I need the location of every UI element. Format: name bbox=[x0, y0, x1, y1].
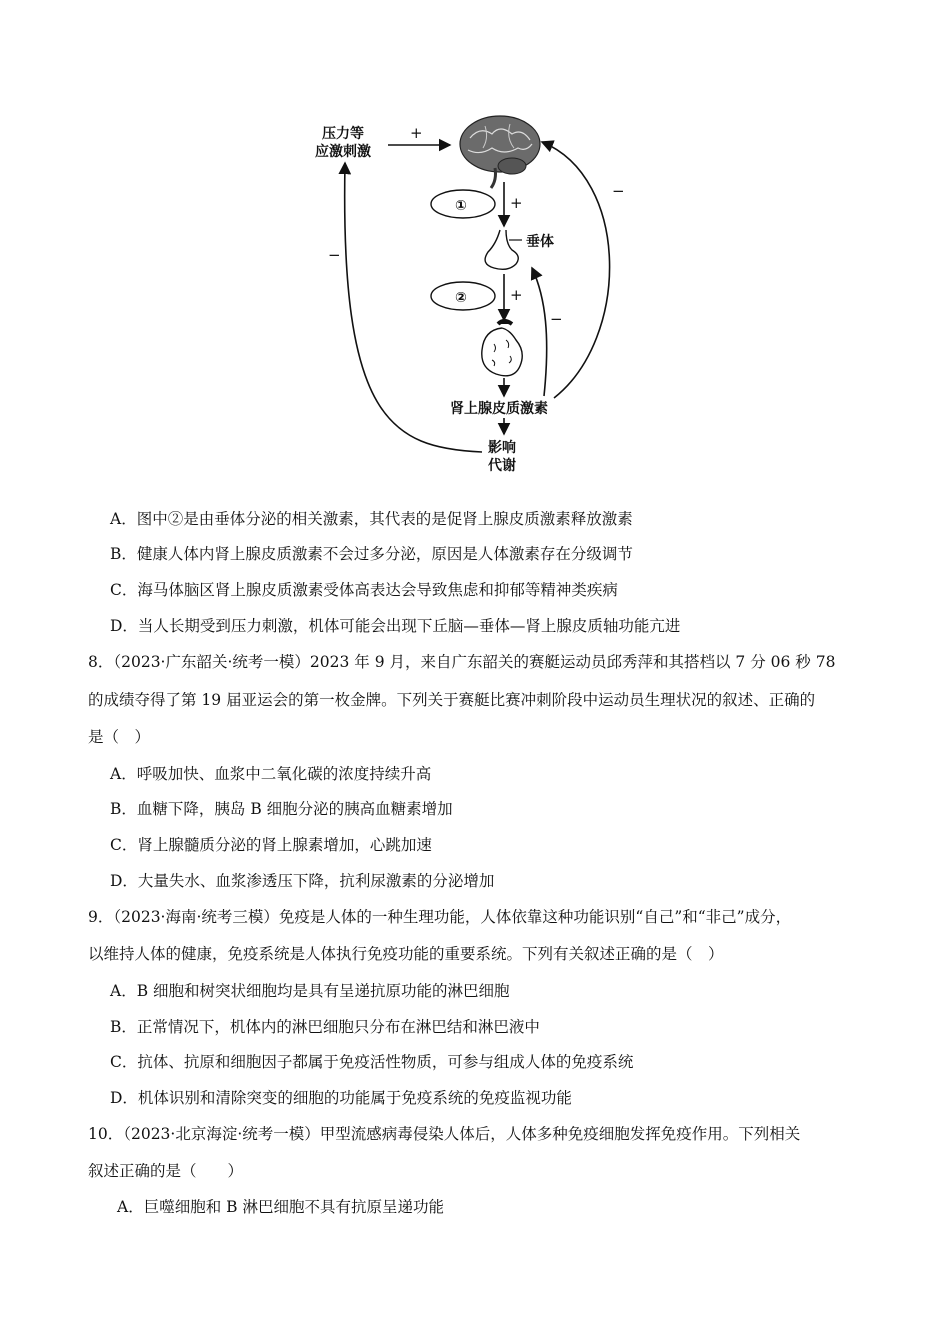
minus-sign-right: − bbox=[612, 182, 625, 200]
q7-option-c: C．海马体脑区肾上腺皮质激素受体高表达会导致焦虑和抑郁等精神类疾病 bbox=[110, 581, 618, 599]
plus-sign-stimulus: + bbox=[410, 124, 423, 142]
q9-option-c: C．抗体、抗原和细胞因子都属于免疫活性物质，可参与组成人体的免疫系统 bbox=[110, 1053, 634, 1071]
q7-option-a: A．图中②是由垂体分泌的相关激素，其代表的是促肾上腺皮质激素释放激素 bbox=[110, 510, 633, 528]
adrenal-gland-icon bbox=[482, 321, 522, 376]
q9-option-a: A．B 细胞和树突状细胞均是具有呈递抗原功能的淋巴细胞 bbox=[110, 982, 510, 1000]
minus-sign-left: − bbox=[328, 246, 341, 264]
q8-option-d: D．大量失水、血浆渗透压下降，抗利尿激素的分泌增加 bbox=[110, 872, 495, 890]
pituitary-icon bbox=[485, 230, 522, 269]
hormone-to-pituitary-feedback-arrow bbox=[532, 268, 547, 396]
label-1-text: ① bbox=[455, 198, 467, 214]
q9-option-b: B．正常情况下，机体内的淋巴细胞只分布在淋巴结和淋巴液中 bbox=[110, 1018, 540, 1036]
q8-stem-line3: 是（ ） bbox=[88, 728, 151, 746]
q7-option-d: D．当人长期受到压力刺激，机体可能会出现下丘脑—垂体—肾上腺皮质轴功能亢进 bbox=[110, 617, 681, 635]
minus-sign-middle: − bbox=[550, 310, 563, 328]
plus-sign-1: + bbox=[510, 194, 523, 212]
stimulus-label-line1: 压力等 bbox=[322, 126, 364, 142]
brain-icon bbox=[460, 116, 540, 188]
q8-stem-line2: 的成绩夺得了第 19 届亚运会的第一枚金牌。下列关于赛艇比赛冲刺阶段中运动员生理状况的叙述、正确的 bbox=[88, 691, 816, 709]
hormone-label: 肾上腺皮质激素 bbox=[450, 401, 548, 417]
hormone-to-brain-feedback-arrow bbox=[542, 142, 610, 398]
hpa-axis-diagram bbox=[300, 108, 640, 478]
effect-label-line1: 影响 bbox=[488, 440, 516, 456]
q8-option-c: C．肾上腺髓质分泌的肾上腺素增加，心跳加速 bbox=[110, 836, 432, 854]
q9-stem-line2: 以维持人体的健康，免疫系统是人体执行免疫功能的重要系统。下列有关叙述正确的是（ ） bbox=[88, 945, 724, 963]
q10-stem-line2: 叙述正确的是（ ） bbox=[88, 1162, 244, 1180]
plus-sign-2: + bbox=[510, 286, 523, 304]
q10-stem-line1: 10．（2023·北京海淀·统考一模）甲型流感病毒侵染人体后，人体多种免疫细胞发挥免疫作用。下列相关 bbox=[88, 1125, 801, 1143]
stimulus-label-line2: 应激刺激 bbox=[315, 144, 371, 160]
pituitary-label: 垂体 bbox=[526, 234, 554, 250]
q10-option-a: A．巨噬细胞和 B 淋巴细胞不具有抗原呈递功能 bbox=[117, 1198, 444, 1216]
q8-option-a: A．呼吸加快、血浆中二氧化碳的浓度持续升高 bbox=[110, 765, 432, 783]
q8-option-b: B．血糖下降，胰岛 B 细胞分泌的胰高血糖素增加 bbox=[110, 800, 453, 818]
effect-label-line2: 代谢 bbox=[488, 458, 516, 474]
q8-stem-line1: 8．（2023·广东韶关·统考一模）2023 年 9 月，来自广东韶关的赛艇运动员邱秀萍和其搭档以 7 分 06 秒 78 bbox=[88, 653, 836, 671]
q7-option-b: B．健康人体内肾上腺皮质激素不会过多分泌，原因是人体激素存在分级调节 bbox=[110, 545, 633, 563]
q9-stem-line1: 9．（2023·海南·统考三模）免疫是人体的一种生理功能，人体依靠这种功能识别“自己”和“非己”成分， bbox=[88, 908, 792, 926]
label-2-text: ② bbox=[455, 290, 467, 306]
q9-option-d: D．机体识别和清除突变的细胞的功能属于免疫系统的免疫监视功能 bbox=[110, 1089, 572, 1107]
